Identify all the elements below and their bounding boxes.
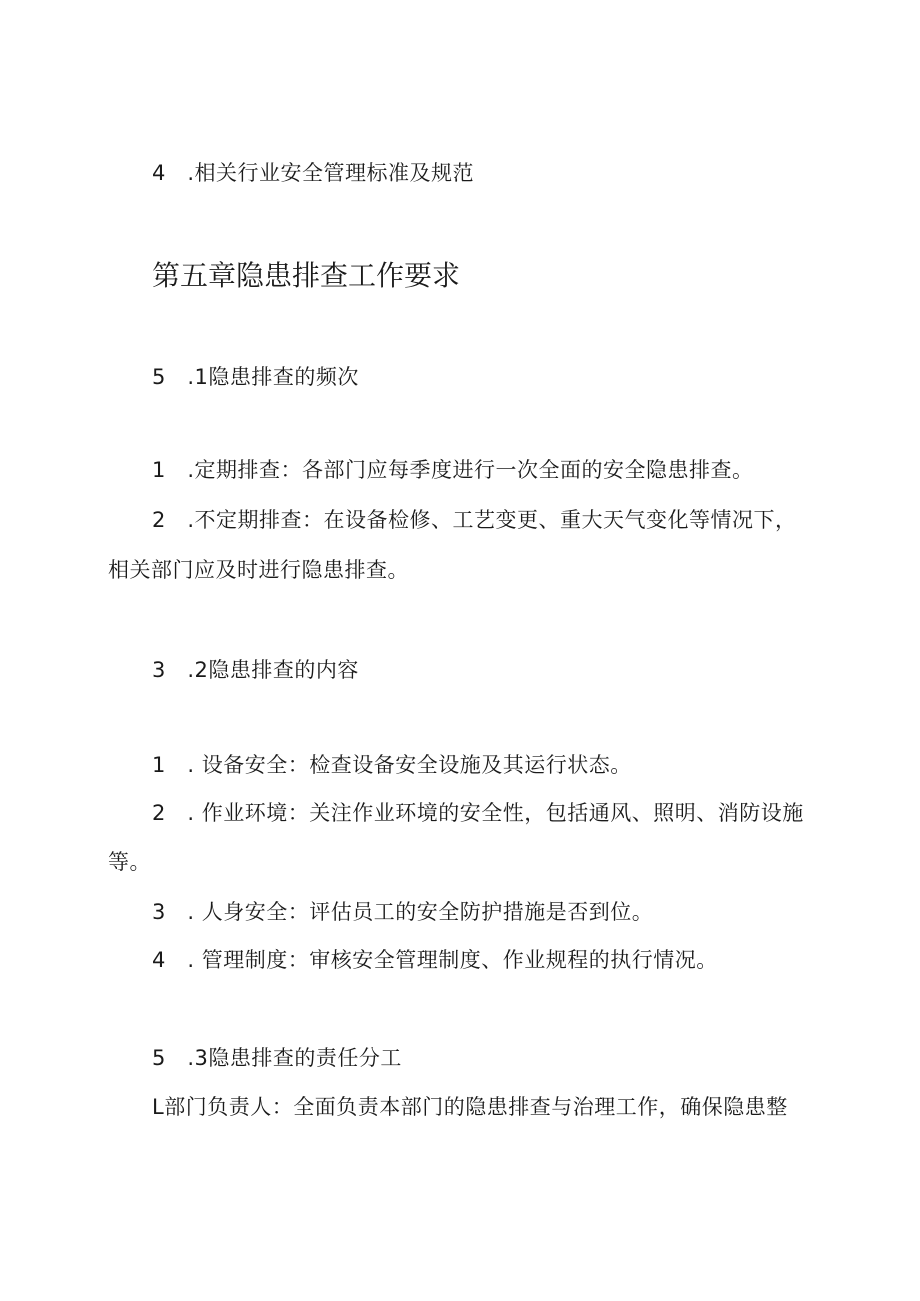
list-item-irregular-check-cont: 相关部门应及时进行隐患排查。 bbox=[108, 558, 409, 582]
list-item-management-system: 4 . 管理制度：审核安全管理制度、作业规程的执行情况。 bbox=[152, 948, 718, 972]
list-item-equipment-safety: 1 . 设备安全：检查设备安全设施及其运行状态。 bbox=[152, 753, 632, 777]
list-item-work-environment-cont: 等。 bbox=[108, 850, 151, 874]
list-item-regular-check: 1 .定期排查：各部门应每季度进行一次全面的安全隐患排查。 bbox=[152, 458, 754, 482]
chapter-title: 第五章隐患排查工作要求 bbox=[152, 259, 461, 292]
list-item-standards: 4 .相关行业安全管理标准及规范 bbox=[152, 161, 475, 185]
list-item-personal-safety: 3 . 人身安全：评估员工的安全防护措施是否到位。 bbox=[152, 900, 654, 924]
section-title-frequency: 5 .1隐患排查的频次 bbox=[152, 365, 359, 389]
list-item-department-head: L部门负责人：全面负责本部门的隐患排查与治理工作，确保隐患整 bbox=[152, 1095, 788, 1119]
list-item-irregular-check: 2 .不定期排查：在设备检修、工艺变更、重大天气变化等情况下， bbox=[152, 508, 797, 532]
section-title-content: 3 .2隐患排查的内容 bbox=[152, 658, 359, 682]
section-title-responsibility: 5 .3隐患排查的责任分工 bbox=[152, 1046, 402, 1070]
list-item-work-environment: 2 . 作业环境：关注作业环境的安全性，包括通风、照明、消防设施 bbox=[152, 801, 804, 825]
